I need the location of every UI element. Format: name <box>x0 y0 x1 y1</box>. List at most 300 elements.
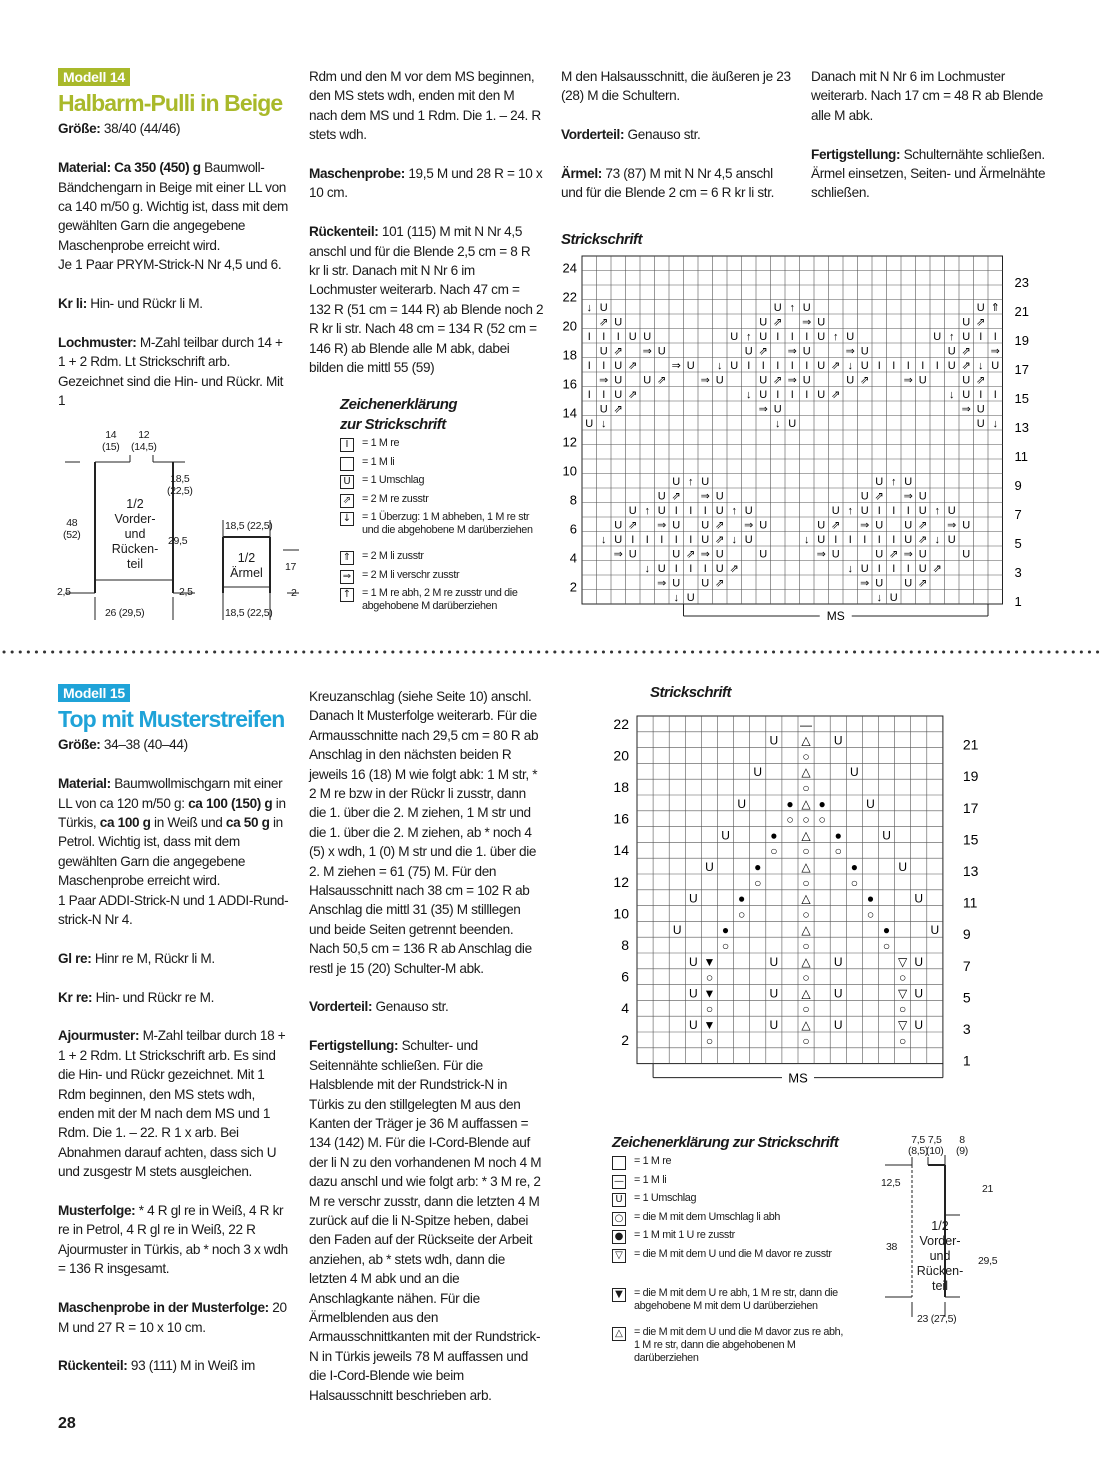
chart-symbol: U <box>860 345 869 358</box>
m14-fertig-label: Fertigstellung: <box>811 146 901 162</box>
chart-symbol: ↓ <box>949 389 955 401</box>
row-label: 14 <box>562 405 577 421</box>
chart-symbol: U <box>860 563 869 575</box>
chart-symbol: ↓ <box>601 534 607 546</box>
row-label: 16 <box>613 810 629 827</box>
chart-symbol: U <box>875 577 884 590</box>
chart-symbol: ↓ <box>746 389 752 401</box>
row-label: 4 <box>621 1000 629 1017</box>
chart-symbol: U <box>744 345 753 358</box>
chart-symbol: U <box>866 796 875 811</box>
chart-symbol: ● <box>738 891 746 906</box>
chart-symbol: U <box>759 316 768 329</box>
row-label: 7 <box>962 957 971 974</box>
chart-symbol: U <box>744 505 753 517</box>
chart-symbol: U <box>817 316 826 329</box>
chart-symbol: ○ <box>738 907 746 922</box>
chart-symbol: ⇒ <box>845 345 855 358</box>
chart-symbol: I <box>921 360 925 372</box>
chart-symbol: U <box>769 954 779 969</box>
chart-symbol: ○ <box>802 875 810 890</box>
m14-groesse-label: Größe: <box>58 121 101 137</box>
ms-label: MS <box>788 1070 808 1086</box>
page-number: 28 <box>58 1415 76 1432</box>
chart-symbol: ↓ <box>601 418 607 430</box>
chart-symbol: ⇒ <box>744 519 754 532</box>
chart-symbol: ⇗ <box>889 548 899 561</box>
chart-symbol: U <box>715 548 724 561</box>
m15-dim-38: 38 <box>886 1241 898 1253</box>
row-label: 17 <box>962 799 979 816</box>
chart-symbol: U <box>875 476 884 488</box>
chart-symbol: ⇗ <box>918 519 928 532</box>
chart-symbol: U <box>817 360 826 372</box>
chart-symbol: U <box>715 374 724 387</box>
chart-symbol: ▽ <box>898 1018 908 1032</box>
chart-symbol: ○ <box>802 939 810 953</box>
chart-symbol: ▼ <box>703 986 716 1001</box>
row-label: 13 <box>1014 420 1029 435</box>
m15-folge-label: Musterfolge: <box>58 1203 136 1219</box>
m14-chart-title: Strickschrift <box>561 231 643 248</box>
chart-symbol: ⇗ <box>831 389 841 401</box>
chart-symbol: ● <box>754 860 762 874</box>
triangle-down-filled-icon: ▼ <box>612 1288 626 1302</box>
chart-symbol: I <box>790 331 794 343</box>
chart-symbol: U <box>918 490 927 503</box>
m15-column-2 <box>309 687 544 1424</box>
chart-symbol: ⇒ <box>903 374 913 387</box>
chart-symbol: I <box>877 360 881 372</box>
section-separator <box>0 650 1100 654</box>
chart-symbol: ● <box>818 796 826 811</box>
chart-symbol: U <box>643 374 652 387</box>
chart-symbol: ⇒ <box>671 360 681 372</box>
m15-probe-label: Maschenprobe in der Musterfolge: <box>58 1300 269 1316</box>
chart-symbol: △ <box>801 986 811 1001</box>
chart-symbol: ○ <box>802 907 810 922</box>
m14-vorder-label: Vorderteil: <box>561 127 625 143</box>
chart-symbol: I <box>935 360 939 372</box>
row-label: 13 <box>962 863 979 879</box>
m15-vorder: Genauso str. <box>372 999 449 1015</box>
yarn-over-icon: U <box>612 1193 626 1207</box>
chart-symbol: I <box>790 389 794 401</box>
chart-symbol: U <box>962 316 971 329</box>
chart-symbol: U <box>933 331 942 343</box>
chart-symbol: U <box>614 534 623 546</box>
m15-dim-top-1: 7,5 (8,5) <box>908 1134 929 1157</box>
chart-symbol: ○ <box>834 844 842 859</box>
m14-legend-text: = 2 M li verschr zusstr <box>362 568 460 581</box>
purl-icon <box>340 457 354 471</box>
chart-symbol: ↓ <box>717 360 723 372</box>
chart-symbol: U <box>773 403 782 416</box>
chart-symbol: U <box>585 418 594 430</box>
chart-symbol: ○ <box>899 1002 907 1017</box>
chart-symbol: U <box>860 490 869 503</box>
chart-symbol: ⇒ <box>700 490 710 503</box>
row-label: 12 <box>562 434 577 450</box>
chart-symbol: △ <box>801 860 811 874</box>
chart-symbol: U <box>846 374 855 387</box>
m15-legend <box>612 1133 872 1363</box>
m15-column-1 <box>58 684 290 1395</box>
chart-symbol: U <box>947 345 956 358</box>
chart-symbol: I <box>863 534 867 546</box>
m15-body-label: 1/2 Vorder- und Rücken- teil <box>916 1219 964 1293</box>
chart-symbol: I <box>689 534 693 546</box>
row-label: 12 <box>613 873 629 890</box>
row-label: 19 <box>962 768 979 785</box>
chart-symbol: I <box>892 534 896 546</box>
chart-symbol: ⇗ <box>715 534 725 546</box>
chart-symbol: △ <box>801 796 811 811</box>
chart-symbol: I <box>689 505 693 517</box>
row-label: 16 <box>562 376 577 392</box>
row-label: 17 <box>1014 362 1029 377</box>
chart-symbol: ○ <box>705 1002 714 1017</box>
m14-legend <box>340 395 545 625</box>
chart-symbol: ⇗ <box>773 374 783 387</box>
chart-symbol: U <box>672 476 681 488</box>
chart-symbol: U <box>705 860 714 874</box>
chart-symbol: U <box>759 519 768 532</box>
chart-symbol: U <box>833 733 843 748</box>
chart-symbol: ▼ <box>703 1018 716 1032</box>
m15-legend-text: = die M mit dem U und die M davor zus re abh, 1 M re str, dann die abgehobenen M darüberziehen <box>634 1325 843 1364</box>
m14-vorder: Genauso str. <box>624 127 701 143</box>
m14-dim-sleeve-top: 18,5 (22,5) <box>225 520 273 532</box>
chart-symbol: U <box>831 505 840 517</box>
m14-rueck-label: Rückenteil: <box>309 224 379 240</box>
m14-dim-12: 12 (14,5) <box>131 429 157 453</box>
chart-symbol: I <box>790 360 794 372</box>
row-label: 22 <box>562 289 577 305</box>
knit-icon <box>612 1156 626 1170</box>
chart-symbol: ● <box>850 860 858 874</box>
chart-symbol: I <box>602 360 606 372</box>
chart-symbol: I <box>848 534 852 546</box>
m15-material-d: ca 100 g <box>99 815 151 831</box>
chart-symbol: ⇒ <box>613 548 623 561</box>
chart-symbol: ⇗ <box>715 519 725 532</box>
chart-symbol: ▼ <box>703 954 716 969</box>
chart-symbol: U <box>918 563 927 575</box>
row-label: 8 <box>569 492 577 508</box>
chart-symbol: ⇒ <box>860 519 870 532</box>
row-label: 14 <box>613 842 629 859</box>
chart-symbol: U <box>860 360 869 372</box>
chart-symbol: U <box>831 548 840 561</box>
chart-symbol: U <box>672 923 682 938</box>
m15-legend-text: = 1 M re <box>634 1155 672 1167</box>
chart-symbol: U <box>802 374 811 387</box>
row-label: 18 <box>613 779 629 795</box>
chart-symbol: △ <box>801 1018 811 1032</box>
row-label: 2 <box>569 579 577 595</box>
chart-symbol: ⇗ <box>628 360 638 372</box>
chart-symbol: ↓ <box>731 534 737 546</box>
chart-symbol: ⇗ <box>860 374 870 387</box>
m15-krre-label: Kr re: <box>58 989 93 1005</box>
chart-symbol: U <box>904 519 913 532</box>
row-label: 9 <box>962 926 971 943</box>
double-decrease-icon: ↑ <box>340 588 354 602</box>
chart-symbol: U <box>744 534 753 546</box>
chart-symbol: ⇒ <box>947 519 957 532</box>
chart-symbol: U <box>657 505 666 517</box>
chart-symbol: U <box>715 563 724 575</box>
m14-probe: 19,5 M und 28 R = 10 x 10 cm. <box>309 166 543 201</box>
chart-symbol: U <box>715 490 724 503</box>
chart-symbol: ⇑ <box>990 302 1000 314</box>
chart-symbol: U <box>628 331 637 343</box>
chart-symbol: ⇗ <box>961 360 971 372</box>
chart-symbol: U <box>962 548 971 561</box>
chart-symbol: ⇗ <box>773 316 783 329</box>
m14-dim-sleeve-bottom: 18,5 (22,5) <box>225 607 273 619</box>
chart-symbol: ⇗ <box>976 374 986 387</box>
chart-symbol: U <box>657 563 666 575</box>
chart-symbol: U <box>947 360 956 372</box>
chart-symbol: U <box>889 592 898 604</box>
chart-symbol: I <box>602 331 606 343</box>
chart-symbol: ⇒ <box>599 374 609 387</box>
chart-symbol: ↓ <box>775 418 781 430</box>
chart-symbol: ○ <box>818 812 826 827</box>
m15-glre: Hinr re M, Rückr li M. <box>91 950 215 966</box>
m14-dim-48: 48 (52) <box>63 517 81 541</box>
p2tog-icon: ⇑ <box>340 551 354 565</box>
chart-symbol: U <box>672 548 681 561</box>
row-label: 6 <box>621 968 629 985</box>
m15-legend-text: = die M mit dem U re abh, 1 M re str, dann die abgehobene M mit dem U darüberziehen <box>634 1286 838 1312</box>
row-label: 7 <box>1014 507 1022 522</box>
chart-symbol: ↑ <box>746 331 752 343</box>
chart-symbol: △ <box>801 765 811 780</box>
chart-symbol: ⇒ <box>657 519 667 532</box>
chart-symbol: △ <box>801 828 811 843</box>
chart-symbol: ● <box>882 923 891 938</box>
m14-sleeve-label: 1/2 Ärmel <box>230 551 263 580</box>
m14-aermel-label: Ärmel: <box>561 166 602 181</box>
chart-symbol: ⇒ <box>787 374 797 387</box>
m14-groesse: 38/40 (44/46) <box>100 121 181 137</box>
chart-symbol: ⇒ <box>903 548 913 561</box>
chart-symbol: U <box>721 828 730 843</box>
chart-symbol: U <box>904 476 913 488</box>
chart-symbol: ⇒ <box>816 548 826 561</box>
chart-symbol: U <box>628 505 637 517</box>
m14-material: Baumwoll-Bändchengarn in Beige mit einer LL von ca 140 m/50 g. Wichtig ist, dass mit dem gewählten Garn die angegebene Maschenprobe erreicht wird. <box>58 160 289 253</box>
chart-symbol: U <box>672 577 681 590</box>
m14-fertig: Schulternähte schließen. Ärmel einsetzen, Seiten- und Ärmelnähte schließen. <box>811 146 1046 201</box>
row-label: 15 <box>1014 391 1029 406</box>
chart-symbol: ○ <box>770 844 778 859</box>
chart-symbol: U <box>875 548 884 561</box>
m15-ajour: M-Zahl teilbar durch 18 + 1 + 2 Rdm. Lt Strickschrift arb. Es sind die Hin- und Rückr gezeichnet. Mit 1 Rdm beginnen, den MS stets wdh, enden mit der M nach dem MS und 1 Rdm. Die 1. – 22. R 1 x arb. Bei Abnahmen darauf achten, dass sich U und zusgestr M stets ausgleichen. <box>58 1028 286 1180</box>
m14-legend-text: = 1 Überzug: 1 M abheben, 1 M re str und die abgehobene M darüberziehen <box>362 511 533 536</box>
m14-schematic <box>55 425 305 625</box>
chart-symbol: U <box>737 796 746 811</box>
m14-dim-17: 17 <box>285 561 297 573</box>
chart-symbol: U <box>614 360 623 372</box>
chart-symbol: ↓ <box>673 592 679 604</box>
chart-symbol: I <box>906 505 910 517</box>
m15-material-e: in Weiß und <box>150 815 226 831</box>
m15-chart-title: Strickschrift <box>650 684 732 701</box>
chart-symbol: ↓ <box>978 360 984 372</box>
chart-symbol: U <box>962 331 971 343</box>
chart-symbol: U <box>875 519 884 532</box>
m15-ajour-label: Ajourmuster: <box>58 1028 140 1044</box>
row-label: 11 <box>1014 449 1028 464</box>
chart-symbol: U <box>769 986 779 1001</box>
chart-symbol: ▽ <box>898 986 908 1001</box>
row-label: 9 <box>1014 478 1022 493</box>
m15-col2-intro: Kreuzanschlag (siehe Seite 10) anschl. Danach lt Musterfolge weiterarb. Für die Armausschnitte nach 29,5 cm = 80 R ab Anschlag in den nächsten beiden R jeweils 16 (18) M wie folgt abk: 1 M str, * 2 M re bzw in der Rückr li zusstr, dann die 1. über die 2. M ziehen, 1 M str und die 1. über die 2. M ziehen, ab * noch 4 (5) x wdh, 1 (0) M str und die 1. über die 2. M ziehen = 61 (75) M. Für den Halsausschnitt nach 38 cm = 102 R ab Anschlag die mittl 31 (35) M stilllegen und beide Seiten getrennt beenden. Nach 50,5 cm = 136 R ab Anschlag die restl je 15 (20) Schulter-M abk. <box>309 689 539 976</box>
m15-vorder-label: Vorderteil: <box>309 999 373 1015</box>
row-label: 10 <box>613 905 629 922</box>
chart-symbol: ↑ <box>644 505 650 517</box>
chart-symbol: I <box>906 563 910 575</box>
chart-symbol: ⇗ <box>613 403 623 416</box>
row-label: 22 <box>613 715 629 732</box>
m15-schematic <box>870 1135 1010 1335</box>
chart-symbol: U <box>689 1018 698 1032</box>
chart-symbol: U <box>991 360 1000 372</box>
m14-title: Halbarm-Pulli in Beige <box>58 90 283 117</box>
chart-symbol: △ <box>801 923 811 938</box>
chart-symbol: ○ <box>802 844 810 859</box>
chart-symbol: U <box>860 505 869 517</box>
chart-symbol: ⇗ <box>976 316 986 329</box>
chart-symbol: U <box>759 548 768 561</box>
m15-material-a: Baumwollmischgarn mit einer LL von ca 120 m/50 g: <box>58 776 283 811</box>
chart-symbol: U <box>753 765 763 780</box>
chart-symbol: ↑ <box>847 505 853 517</box>
m14-material-label: Material: Ca 350 (450) g <box>58 160 201 176</box>
chart-symbol: U <box>962 374 971 387</box>
chart-symbol: ○ <box>802 812 810 827</box>
m14-dim-14: 14 (15) <box>102 429 120 453</box>
chart-symbol: I <box>587 389 591 401</box>
chart-symbol: ⇒ <box>903 490 913 503</box>
m15-fertig-label: Fertigstellung: <box>309 1038 399 1054</box>
chart-symbol: U <box>657 490 666 503</box>
row-label: 21 <box>962 736 979 753</box>
chart-symbol: ● <box>721 923 730 938</box>
chart-symbol: U <box>689 954 698 969</box>
chart-symbol: ⇗ <box>628 519 638 532</box>
row-label: 19 <box>1014 333 1029 348</box>
chart-symbol: ⇒ <box>990 345 1000 358</box>
chart-symbol: ○ <box>899 970 907 985</box>
chart-symbol: ↓ <box>586 302 592 314</box>
m14-legend-title: Zeichenerklärung <box>340 396 458 413</box>
chart-symbol: I <box>776 389 780 401</box>
chart-symbol: I <box>674 505 678 517</box>
m15-fertig: Schulter- und Seitennähte schließen. Für die Halsblende mit der Rundstrick-N in Türkis zu den stillgelegten M aus den Kanten der Träger je 36 M auffassen = 134 (142) M. Für die I-Cord-Blende auf der li N zu den vorhandenen M noch 4 M dazu anschl und wie folgt arb: * 3 M re, 2 M re verschr zusstr, dann die letzten 4 M zurück auf die li N-Spitze heben, dabei den Faden auf der Rückseite der Arbeit anziehen, ab * stets wdh, dann die letzten 4 M abk und an die Anschlagkante nähen. Für die Ärmelblenden aus den Armausschnittkanten mit der Rundstrick-N in Türkis jeweils 78 M auffassen und die I-Cord-Blende wie beim Halsausschnitt beschrieben arb. <box>309 1038 542 1403</box>
chart-symbol: U <box>672 519 681 532</box>
chart-symbol: U <box>802 302 811 314</box>
chart-symbol: ● <box>786 796 794 811</box>
m14-chart <box>555 253 1045 628</box>
chart-symbol: U <box>962 519 971 532</box>
row-label: 18 <box>562 347 577 363</box>
chart-symbol: ⇗ <box>599 316 609 329</box>
chart-symbol: U <box>918 548 927 561</box>
chart-symbol: I <box>805 389 809 401</box>
row-label: 24 <box>562 260 577 276</box>
row-label: 1 <box>962 1052 971 1069</box>
chart-symbol: I <box>587 360 591 372</box>
chart-symbol: ○ <box>705 970 714 985</box>
m15-legend-text: = 1 Umschlag <box>634 1192 697 1204</box>
chart-symbol: ⇒ <box>860 577 870 590</box>
chart-symbol: U <box>976 403 985 416</box>
chart-symbol: I <box>674 563 678 575</box>
chart-symbol: — <box>800 717 813 732</box>
row-label: 21 <box>1014 304 1029 319</box>
m15-groesse-label: Größe: <box>58 737 101 753</box>
chart-symbol: ○ <box>866 907 875 922</box>
m15-material-b: ca 100 (150) g <box>188 795 273 811</box>
chart-symbol: I <box>602 389 606 401</box>
chart-symbol: U <box>846 331 855 343</box>
chart-symbol: U <box>614 316 623 329</box>
row-label: 15 <box>962 831 979 848</box>
m15-probe: 20 M und 27 R = 10 x 10 cm. <box>58 1300 287 1335</box>
chart-symbol: U <box>689 891 698 906</box>
chart-symbol: I <box>776 331 780 343</box>
chart-symbol: ↑ <box>789 302 795 314</box>
chart-symbol: I <box>892 505 896 517</box>
row-label: 1 <box>1014 594 1022 609</box>
chart-symbol: ○ <box>802 781 810 795</box>
chart-symbol: ⇗ <box>729 563 739 575</box>
m15-dim-29-5: 29,5 <box>978 1255 998 1267</box>
m15-rueck: 93 (111) M in Weiß im <box>127 1358 255 1374</box>
m14-loch-label: Lochmuster: <box>58 334 137 350</box>
row-label: 10 <box>562 463 577 479</box>
chart-symbol: ○ <box>899 1033 907 1048</box>
chart-symbol: ↓ <box>804 534 810 546</box>
m14-loch: M-Zahl teilbar durch 14 + 1 + 2 Rdm. Lt Strickschrift arb. Gezeichnet sind die Hin- und Rückr. Mit 1 <box>58 334 284 409</box>
chart-symbol: ● <box>866 891 875 906</box>
chart-symbol: U <box>701 577 710 590</box>
chart-symbol: I <box>877 563 881 575</box>
m15-material-g: in Petrol. Wichtig ist, dass mit dem gewählten Garn die angegebene Maschenprobe erreicht wird. <box>58 815 283 889</box>
m15-dim-21: 21 <box>982 1183 994 1195</box>
dot-icon: ● <box>612 1230 626 1244</box>
m14-body-label: 1/2 Vorder- und Rücken- teil <box>111 497 159 571</box>
chart-symbol: ↑ <box>891 476 897 488</box>
chart-symbol: U <box>882 828 891 843</box>
chart-symbol: U <box>914 954 924 969</box>
chart-symbol: I <box>587 331 591 343</box>
chart-symbol: I <box>834 534 838 546</box>
chart-symbol: I <box>645 534 649 546</box>
chart-symbol: U <box>817 519 826 532</box>
chart-symbol: ↓ <box>847 563 853 575</box>
m14-legend-text: = 1 M re <box>362 437 400 449</box>
chart-symbol: I <box>892 563 896 575</box>
chart-symbol: U <box>769 733 779 748</box>
chart-symbol: ● <box>770 828 778 843</box>
chart-symbol: U <box>701 519 710 532</box>
